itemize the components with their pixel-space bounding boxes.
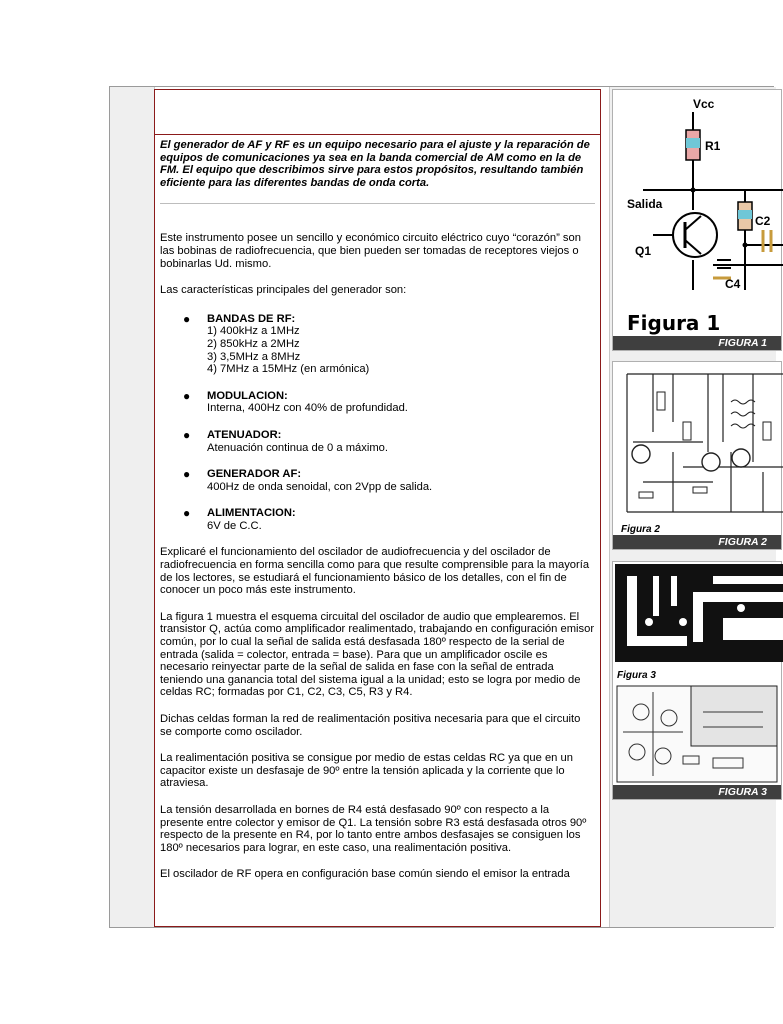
- figure-1-title: Figura 1: [627, 311, 721, 335]
- feature-title: ALIMENTACION:: [207, 507, 296, 520]
- figure-2: [612, 361, 782, 550]
- feature-line: 400Hz de onda senoidal, con 2Vpp de salida.: [207, 480, 433, 493]
- figure-3-caption: FIGURA 3: [613, 785, 781, 799]
- intro-paragraph: El generador de AF y RF es un equipo necesario para el ajuste y la reparación de equipos de comunicaciones ya sea en la banda comercial de AM como en la de FM. El equipo que describimos sirve para estos propósitos, resultando también eficiente para las diferentes bandas de onda corta.: [160, 139, 590, 189]
- paragraph: Las características principales del generador son:: [160, 284, 407, 297]
- paragraph: La realimentación positiva se consigue por medio de estas celdas RC ya que en un capacitor existe un desfasaje de 90º entre la tensión aplicada y la corriente que lo atraviesa.: [160, 752, 573, 790]
- bullet-icon: ●: [183, 388, 191, 403]
- figure-1: [612, 89, 782, 351]
- label-c2: C2: [755, 214, 771, 228]
- figure-2-schematic: [613, 362, 783, 537]
- feature-item: [160, 313, 595, 376]
- paragraph: Dichas celdas forman la red de realimentación positiva necesaria para que el circuito se comporte como oscilador.: [160, 713, 581, 738]
- transistor-q1: [673, 213, 717, 257]
- document-frame: [109, 86, 774, 928]
- figure-3: [612, 561, 782, 800]
- label-q1: Q1: [635, 244, 652, 258]
- feature-title: BANDAS DE RF:: [207, 312, 296, 325]
- feature-item: [160, 390, 595, 415]
- figure-1-schematic: [613, 90, 783, 338]
- paragraph: El oscilador de RF opera en configuración base común siendo el emisor la entrada: [160, 868, 570, 881]
- paragraph: La figura 1 muestra el esquema circuital del oscilador de audio que emplearemos. El transistor Q, actúa como amplificador realimentado, trabajando en configuración emisor común, por lo cual la señal de salida está desfasada 180º respecto de la serial de entrada (salida = colector, entrada = base). Para que un amplificador oscile es necesario reinyectar parte de la señal de salida en fase con la señal de entrada teniendo una ganancia total del sistema igual a la unidad; esto se logra por medio de celdas RC; formadas por C1, C2, C3, C5, R3 y R4.: [160, 610, 595, 699]
- divider: [160, 203, 595, 204]
- figure-2-title: Figura 2: [621, 524, 660, 535]
- paragraph: La tensión desarrollada en bornes de R4 está desfasado 90º con respecto a la presente entre colector y emisor de Q1. La tensión sobre R3 está desfasada otros 90º respecto de la presente en R4, por lo tanto entre ambos desfasajes se consiguen los 180º necesarios para lograr, en este caso, una realimentación positiva.: [160, 803, 587, 854]
- figure-3-pcb: [613, 562, 783, 787]
- feature-title: MODULACION:: [207, 389, 288, 402]
- paragraph: Este instrumento posee un sencillo y económico circuito eléctrico cuyo “corazón” son las bobinas de radiofrecuencia, que bien pueden ser tomadas de receptores viejos o bobinarlas Ud. mismo.: [160, 232, 581, 270]
- bullet-icon: ●: [183, 467, 191, 482]
- feature-item: [160, 429, 595, 454]
- bullet-icon: ●: [183, 311, 191, 326]
- figure-2-caption: FIGURA 2: [613, 535, 781, 549]
- label-r1: R1: [705, 139, 721, 153]
- feature-line: 4) 7MHz a 15MHz (en armónica): [207, 363, 370, 376]
- feature-line: 3) 3,5MHz a 8MHz: [207, 350, 301, 363]
- article-body: [155, 135, 600, 881]
- header-cell: [155, 90, 600, 135]
- bullet-icon: ●: [183, 506, 191, 521]
- figures-column: [609, 87, 776, 927]
- article-column: [154, 89, 601, 927]
- label-c4: C4: [725, 277, 741, 291]
- features-list: [160, 313, 595, 533]
- left-margin-strip: [110, 87, 155, 927]
- feature-item: [160, 507, 595, 532]
- label-vcc: Vcc: [693, 97, 715, 111]
- feature-line: 6V de C.C.: [207, 519, 262, 532]
- figure-1-caption: FIGURA 1: [613, 336, 781, 350]
- feature-line: 1) 400kHz a 1MHz: [207, 325, 300, 338]
- paragraph: Explicaré el funcionamiento del oscilador de audiofrecuencia y del oscilador de radiofrecuencia en forma sencilla como para que resulte comprensible para la mayoría de los lectores, se estudiará el funcionamiento básico de los detalles, con el fin de conocer un poco más este instrumento.: [160, 546, 590, 597]
- figure-3-title: Figura 3: [617, 670, 656, 681]
- feature-title: ATENUADOR:: [207, 428, 282, 441]
- feature-line: 2) 850kHz a 2MHz: [207, 337, 300, 350]
- feature-title: GENERADOR AF:: [207, 468, 302, 481]
- feature-line: Interna, 400Hz con 40% de profundidad.: [207, 402, 408, 415]
- feature-line: Atenuación continua de 0 a máximo.: [207, 441, 388, 454]
- label-salida: Salida: [627, 197, 663, 211]
- feature-item: [160, 468, 595, 493]
- bullet-icon: ●: [183, 427, 191, 442]
